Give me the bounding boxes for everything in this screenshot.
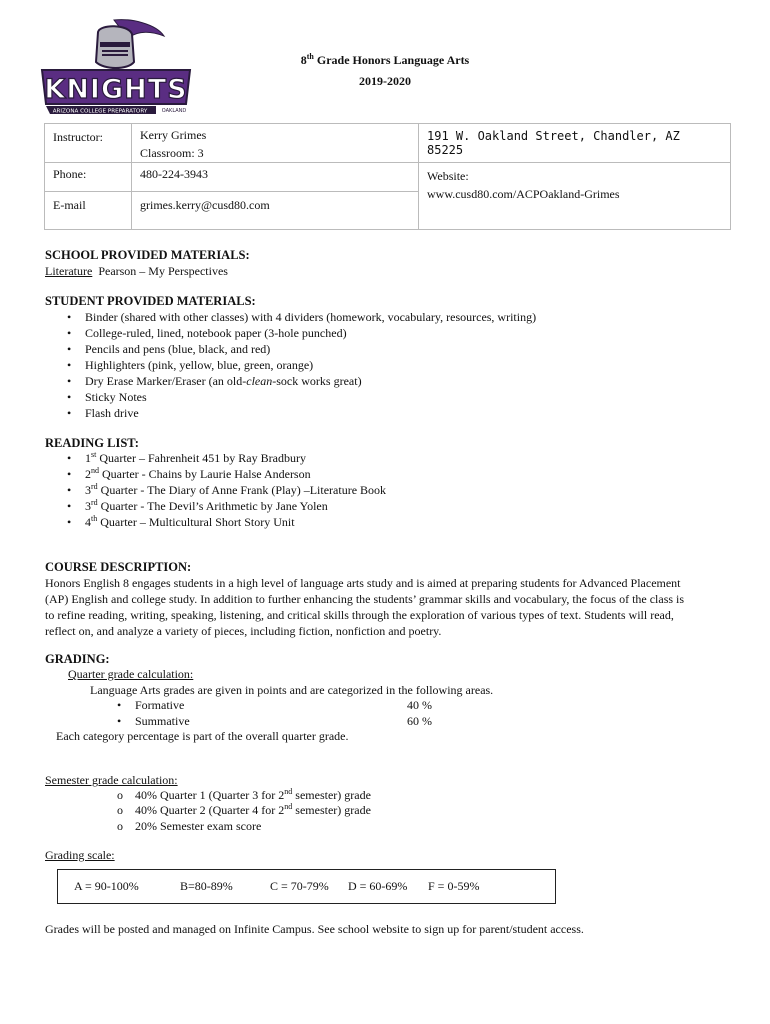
scale-f: F = 0-59% <box>428 879 480 893</box>
phone-value: 480-224-3943 <box>132 163 419 192</box>
instructor-label: Instructor: <box>45 124 132 163</box>
list-item: • 3rd Quarter - The Diary of Anne Frank (Play) –Literature Book <box>45 482 735 498</box>
footer-note: Grades will be posted and managed on Infinite Campus. See school website to sign up for parent/student access. <box>45 922 584 936</box>
grading-scale-box <box>57 869 556 904</box>
logo-subtitle-2: OAKLAND <box>161 108 187 114</box>
email-value[interactable]: grimes.kerry@cusd80.com <box>132 192 419 230</box>
circle-bullet-icon: o <box>117 803 123 817</box>
semester-item: 40% Quarter 1 (Quarter 3 for 2nd semester) grade <box>135 787 371 802</box>
circle-bullet-icon: o <box>117 819 123 833</box>
classroom: Classroom: 3 <box>140 146 204 160</box>
page-title: 8th Grade Honors Language Arts <box>300 52 470 67</box>
student-materials-list <box>45 309 735 421</box>
quarter-calc-intro: Language Arts grades are given in points and are categorized in the following areas. <box>90 683 494 697</box>
literature-line <box>45 264 228 279</box>
list-item: • Dry Erase Marker/Eraser (an old-clean-sock works great) <box>45 373 735 389</box>
logo-subtitle: ARIZONA COLLEGE PREPARATORY <box>52 108 148 115</box>
list-item: • Binder (shared with other classes) with 4 dividers (homework, vocabulary, resources, writing) <box>45 309 735 325</box>
list-item: • Sticky Notes <box>45 389 735 405</box>
grading-heading: GRADING: <box>45 652 110 666</box>
summative-percent: 60 % <box>407 714 432 728</box>
bullet-icon: • <box>117 698 122 712</box>
list-item: • College-ruled, lined, notebook paper (3-hole punched) <box>45 325 735 341</box>
website-link[interactable]: www.cusd80.com/ACPOakland-Grimes <box>427 187 620 201</box>
instructor-name: Kerry Grimes <box>140 128 207 142</box>
grading-scale-label: Grading scale: <box>45 848 115 862</box>
formative-percent: 40 % <box>407 698 432 712</box>
student-materials-heading: STUDENT PROVIDED MATERIALS: <box>45 294 256 308</box>
category-note: Each category percentage is part of the overall quarter grade. <box>56 729 349 743</box>
semester-item: 40% Quarter 2 (Quarter 4 for 2nd semester) grade <box>135 802 371 817</box>
list-item: • Flash drive <box>45 405 735 421</box>
school-year: 2019-2020 <box>359 74 411 88</box>
list-item: • 3rd Quarter - The Devil’s Arithmetic by Jane Yolen <box>45 498 735 514</box>
semester-calc-label: Semester grade calculation: <box>45 773 178 787</box>
semester-item: 20% Semester exam score <box>135 819 262 833</box>
quarter-calc-label: Quarter grade calculation: <box>68 667 194 681</box>
scale-b: B=80-89% <box>180 879 233 893</box>
scale-c: C = 70-79% <box>270 879 329 893</box>
scale-d: D = 60-69% <box>348 879 408 893</box>
school-materials-heading: SCHOOL PROVIDED MATERIALS: <box>45 248 250 262</box>
school-address: 191 W. Oakland Street, Chandler, AZ 85225 <box>419 124 731 163</box>
school-logo <box>36 18 196 122</box>
list-item: • 2nd Quarter - Chains by Laurie Halse Anderson <box>45 466 735 482</box>
summative-label: Summative <box>135 714 190 728</box>
list-item: • Pencils and pens (blue, black, and red) <box>45 341 735 357</box>
formative-label: Formative <box>135 698 185 712</box>
email-label: E-mail <box>45 192 132 230</box>
course-description-heading: COURSE DESCRIPTION: <box>45 560 192 574</box>
list-item: • Highlighters (pink, yellow, blue, green, orange) <box>45 357 735 373</box>
list-item: • 1st Quarter – Fahrenheit 451 by Ray Bradbury <box>45 450 735 466</box>
logo-word: KNIGHTS <box>44 74 188 105</box>
literature-value: Pearson – My Perspectives <box>92 264 228 278</box>
reading-list <box>45 450 735 530</box>
reading-list-heading: READING LIST: <box>45 436 139 450</box>
website-label: Website: <box>427 169 469 183</box>
phone-label: Phone: <box>45 163 132 192</box>
instructor-info-table <box>44 123 731 230</box>
list-item: • 4th Quarter – Multicultural Short Story Unit <box>45 514 735 530</box>
scale-a: A = 90-100% <box>74 879 139 893</box>
bullet-icon: • <box>117 714 122 728</box>
circle-bullet-icon: o <box>117 788 123 802</box>
literature-label: Literature <box>45 264 93 278</box>
course-description: Honors English 8 engages students in a high level of language arts study and is aimed at preparing students for Advanced Placement (AP) English and college study. In addition to further enhancing the students’ grammar skills and vocabulary, the focus of the class is to refine reading, writing, speaking, listening, and critical skills through the exploration of various types of text. Students will read, reflect on, and analyze a variety of pieces, including fiction, nonfiction and poetry. <box>45 576 685 638</box>
